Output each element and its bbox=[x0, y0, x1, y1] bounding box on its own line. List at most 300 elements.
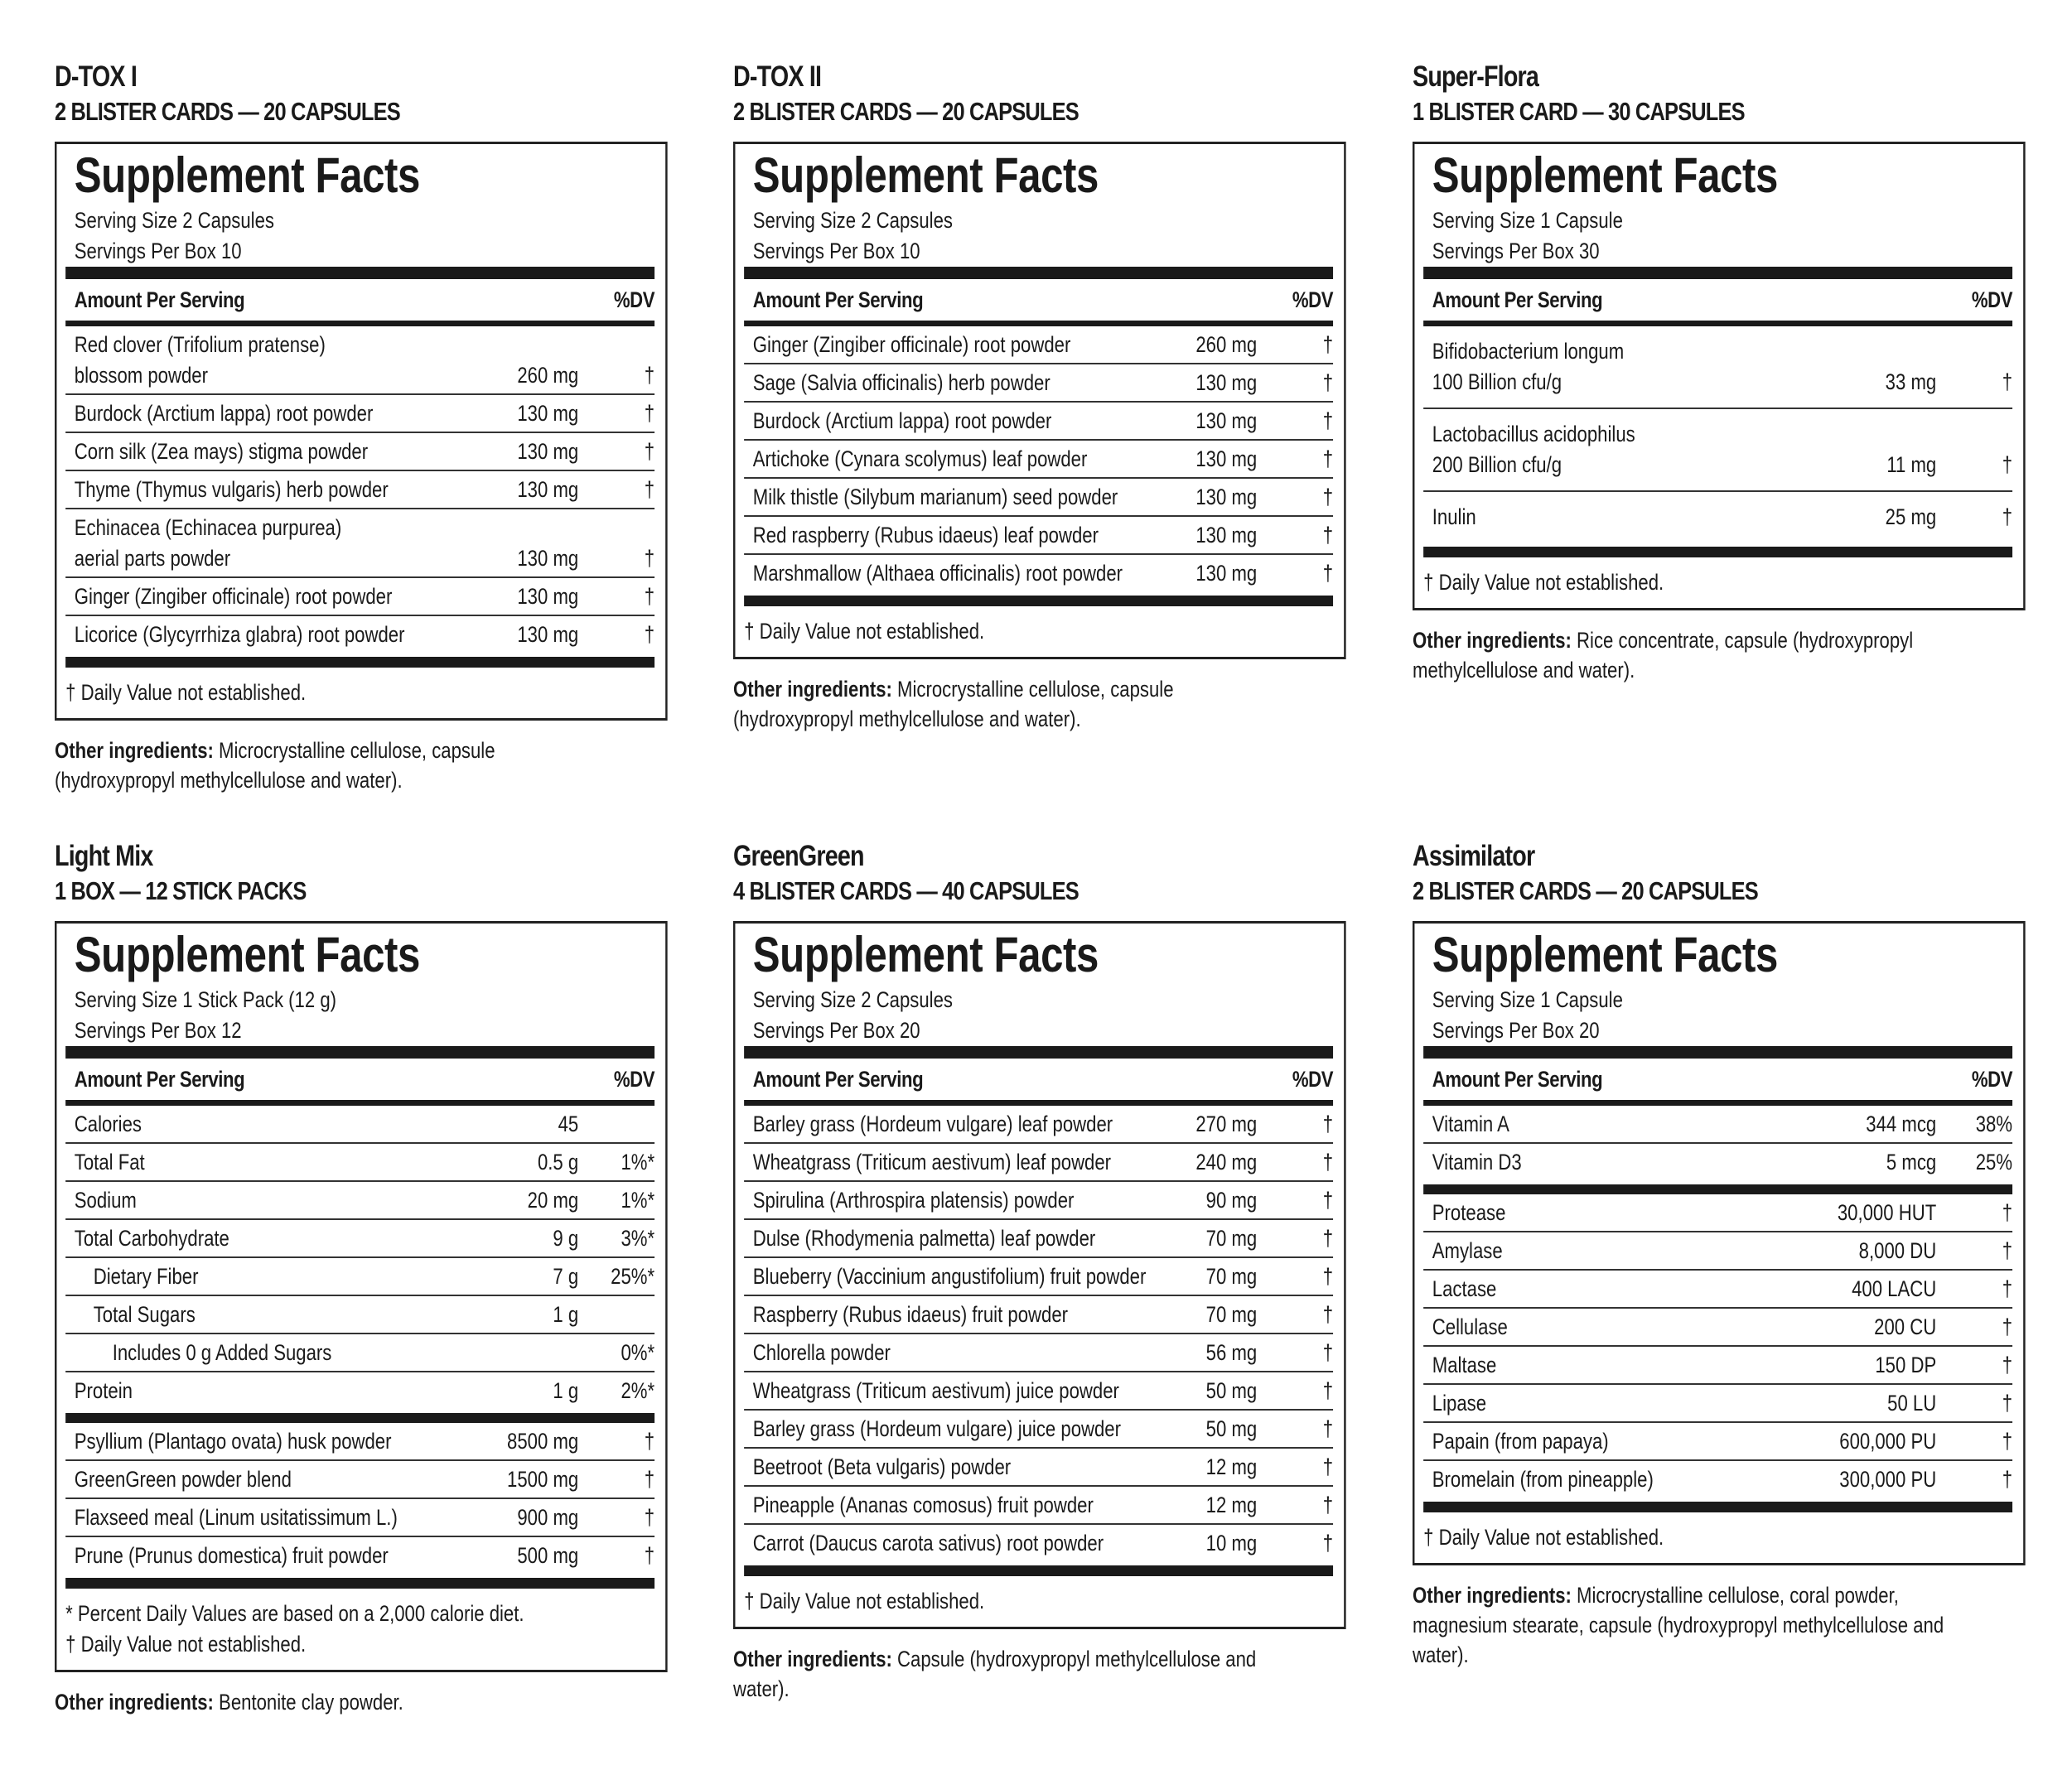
ingredient-name bbox=[753, 1261, 1148, 1292]
ingredient-dv: † bbox=[644, 1505, 655, 1530]
product-title: Super-Flora bbox=[1413, 60, 1539, 93]
ingredient-name-line: Vitamin A bbox=[1432, 1112, 1509, 1136]
ingredient-name-line: Lactobacillus acidophilus bbox=[1432, 422, 1635, 446]
ingredient-amount: 33 mg bbox=[1885, 369, 1937, 394]
ingredient-dv: † bbox=[2002, 504, 2013, 529]
ingredient-amount: 45 bbox=[558, 1112, 579, 1136]
ingredient-name bbox=[753, 1490, 1148, 1521]
ingredient-name-line: Carrot (Daucus carota sativus) root powder bbox=[752, 1531, 1104, 1555]
ingredient-name bbox=[753, 1109, 1148, 1140]
ingredient-name bbox=[75, 398, 470, 429]
ingredient-name-line: Wheatgrass (Triticum aestivum) juice powder bbox=[752, 1378, 1119, 1403]
ingredient-dv: † bbox=[1322, 1531, 1334, 1555]
ingredient-amount: 30,000 HUT bbox=[1837, 1200, 1937, 1225]
supplement-facts-box bbox=[55, 921, 668, 1672]
thick-divider bbox=[65, 1046, 654, 1059]
amount-per-serving-label: Amount Per Serving bbox=[752, 1066, 924, 1092]
other-ingredients-label: Other ingredients: bbox=[55, 738, 214, 763]
other-ingredients-label: Other ingredients: bbox=[1413, 1583, 1572, 1608]
ingredient-name-line: Chlorella powder bbox=[752, 1340, 891, 1365]
supplement-facts-box bbox=[1413, 142, 2026, 610]
ingredient-name-line: Calories bbox=[74, 1112, 142, 1136]
ingredient-amount: 12 mg bbox=[1205, 1493, 1258, 1517]
ingredient-dv: 25%* bbox=[611, 1264, 655, 1289]
ingredient-amount: 8500 mg bbox=[507, 1429, 579, 1454]
ingredient-row bbox=[65, 616, 654, 653]
ingredient-amount: 260 mg bbox=[517, 363, 579, 388]
ingredient-row bbox=[1423, 1144, 2012, 1180]
ingredient-name-line: Burdock (Arctium lappa) root powder bbox=[74, 401, 374, 426]
product-title: Light Mix bbox=[55, 840, 153, 872]
footnotes bbox=[744, 1576, 1333, 1617]
ingredient-amount: 300,000 PU bbox=[1839, 1467, 1937, 1492]
other-ingredients-label: Other ingredients: bbox=[1413, 628, 1572, 653]
ingredient-amount: 50 LU bbox=[1887, 1391, 1937, 1416]
ingredient-name-line: Red raspberry (Rubus idaeus) leaf powder bbox=[752, 523, 1099, 547]
serving-size: Serving Size 1 Capsule bbox=[1432, 987, 1623, 1012]
ingredient-name bbox=[75, 1109, 470, 1140]
ingredient-row bbox=[744, 1487, 1333, 1525]
ingredient-amount: 50 mg bbox=[1205, 1378, 1258, 1403]
other-ingredients-label: Other ingredients: bbox=[55, 1690, 214, 1715]
ingredient-dv: † bbox=[644, 401, 655, 426]
thick-divider bbox=[1423, 1502, 2012, 1512]
ingredient-dv: 25% bbox=[1975, 1150, 2013, 1174]
product-panel bbox=[1413, 60, 2026, 685]
ingredient-dv: † bbox=[644, 363, 655, 388]
footnote: † Daily Value not established. bbox=[65, 680, 307, 705]
supplement-facts-box bbox=[733, 142, 1346, 659]
ingredient-name-line: Burdock (Arctium lappa) root powder bbox=[752, 408, 1052, 433]
ingredient-name bbox=[75, 1541, 470, 1571]
header-divider bbox=[65, 1100, 654, 1106]
ingredient-dv: † bbox=[2002, 1200, 2013, 1225]
ingredient-dv: † bbox=[1322, 523, 1334, 547]
ingredient-dv: 38% bbox=[1975, 1112, 2013, 1136]
ingredient-name bbox=[1432, 1312, 1828, 1343]
ingredient-name bbox=[75, 1426, 470, 1457]
ingredient-name-line: Dulse (Rhodymenia palmetta) leaf powder bbox=[752, 1226, 1096, 1251]
ingredient-name-line: GreenGreen powder blend bbox=[74, 1467, 292, 1492]
supplement-facts-box bbox=[733, 921, 1346, 1629]
ingredient-row bbox=[744, 1106, 1333, 1144]
servings-per-box: Servings Per Box 30 bbox=[1432, 239, 1600, 263]
ingredient-name-line: Ginger (Zingiber officinale) root powder bbox=[752, 332, 1071, 357]
footnotes bbox=[65, 668, 654, 708]
footnote: † Daily Value not established. bbox=[744, 1589, 985, 1613]
ingredient-row bbox=[744, 1334, 1333, 1372]
ingredient-amount: 70 mg bbox=[1205, 1302, 1258, 1327]
ingredient-name-line: Dietary Fiber bbox=[93, 1264, 199, 1289]
ingredient-name-line: Beetroot (Beta vulgaris) powder bbox=[752, 1454, 1012, 1479]
ingredient-amount: 50 mg bbox=[1205, 1416, 1258, 1441]
facts-title: Supplement Facts bbox=[1432, 147, 1778, 203]
header-divider bbox=[1423, 321, 2012, 326]
ingredient-name-line: Echinacea (Echinacea purpurea) bbox=[74, 515, 342, 540]
ingredient-name bbox=[753, 520, 1148, 551]
ingredient-name-line: Sodium bbox=[74, 1188, 137, 1213]
product-title: D-TOX I bbox=[55, 60, 137, 93]
header-divider bbox=[744, 1100, 1333, 1106]
ingredient-row bbox=[744, 1258, 1333, 1296]
ingredient-dv: † bbox=[644, 1429, 655, 1454]
ingredient-name bbox=[1432, 1147, 1828, 1178]
ingredient-dv: † bbox=[1322, 1112, 1334, 1136]
ingredient-name-line: Protease bbox=[1432, 1200, 1506, 1225]
ingredient-name bbox=[753, 1223, 1148, 1254]
ingredient-name-line: Bromelain (from pineapple) bbox=[1432, 1467, 1654, 1492]
ingredient-dv: † bbox=[1322, 1378, 1334, 1403]
ingredient-dv: 1%* bbox=[621, 1150, 655, 1174]
footnotes bbox=[65, 1589, 654, 1660]
product-packaging: 2 BLISTER CARDS — 20 CAPSULES bbox=[733, 97, 1079, 126]
ingredient-name bbox=[75, 1147, 470, 1178]
other-ingredients bbox=[733, 1644, 1277, 1704]
ingredient-dv: † bbox=[2002, 1391, 2013, 1416]
ingredient-row bbox=[1423, 1271, 2012, 1309]
facts-title: Supplement Facts bbox=[74, 147, 420, 203]
ingredient-row bbox=[1423, 1347, 2012, 1385]
ingredient-amount: 1 g bbox=[553, 1378, 579, 1403]
ingredient-amount: 1500 mg bbox=[507, 1467, 579, 1492]
ingredient-name-line: Total Carbohydrate bbox=[74, 1226, 229, 1251]
ingredient-name bbox=[75, 436, 470, 467]
ingredient-row bbox=[65, 1144, 654, 1182]
other-ingredients-text: Bentonite clay powder. bbox=[213, 1690, 403, 1715]
column-header bbox=[744, 1059, 1333, 1100]
ingredient-dv: † bbox=[2002, 1467, 2013, 1492]
ingredient-amount: 500 mg bbox=[517, 1543, 579, 1568]
product-panel bbox=[733, 60, 1346, 734]
servings-per-box: Servings Per Box 20 bbox=[752, 1018, 920, 1043]
product-panel bbox=[55, 60, 668, 795]
ingredient-dv: † bbox=[1322, 1226, 1334, 1251]
footnote: † Daily Value not established. bbox=[1423, 1525, 1664, 1550]
ingredient-dv: † bbox=[1322, 408, 1334, 433]
ingredient-name-line: Amylase bbox=[1432, 1238, 1503, 1263]
footnotes bbox=[1423, 557, 2012, 598]
ingredient-amount: 130 mg bbox=[1195, 523, 1258, 547]
ingredient-dv: † bbox=[1322, 1340, 1334, 1365]
ingredient-name-line: blossom powder bbox=[74, 363, 208, 388]
other-ingredients-text: Microcrystalline cellulose, capsule (hydroxypropyl methylcellulose and water). bbox=[733, 677, 1174, 731]
ingredient-row bbox=[65, 1372, 654, 1409]
product-title: GreenGreen bbox=[733, 840, 864, 872]
ingredient-name-line: Artichoke (Cynara scolymus) leaf powder bbox=[752, 446, 1088, 471]
product-title: D-TOX II bbox=[733, 60, 822, 93]
column-header bbox=[1423, 279, 2012, 321]
ingredient-name bbox=[75, 1185, 470, 1216]
product-packaging: 2 BLISTER CARDS — 20 CAPSULES bbox=[1413, 876, 1758, 905]
ingredient-name bbox=[75, 1376, 470, 1406]
ingredient-name bbox=[1432, 1109, 1828, 1140]
supplement-facts-box bbox=[1413, 921, 2026, 1565]
ingredient-amount: 200 CU bbox=[1874, 1314, 1937, 1339]
ingredient-amount: 70 mg bbox=[1205, 1264, 1258, 1289]
ingredient-dv: 1%* bbox=[621, 1188, 655, 1213]
ingredient-amount: 260 mg bbox=[1195, 332, 1258, 357]
ingredient-dv: † bbox=[1322, 332, 1334, 357]
ingredient-name-line: Thyme (Thymus vulgaris) herb powder bbox=[74, 477, 389, 502]
ingredient-name bbox=[75, 1261, 470, 1292]
ingredient-row bbox=[1423, 326, 2012, 409]
ingredient-name-line: Red clover (Trifolium pratense) bbox=[74, 332, 326, 357]
servings-per-box: Servings Per Box 20 bbox=[1432, 1018, 1600, 1043]
ingredient-amount: 130 mg bbox=[1195, 561, 1258, 586]
ingredient-name bbox=[753, 1185, 1148, 1216]
amount-per-serving-label: Amount Per Serving bbox=[74, 287, 245, 312]
thick-divider bbox=[65, 267, 654, 279]
ingredient-row bbox=[65, 1220, 654, 1258]
column-header bbox=[65, 279, 654, 321]
ingredient-name-line: Papain (from papaya) bbox=[1432, 1429, 1609, 1454]
ingredient-name-line: Marshmallow (Althaea officinalis) root powder bbox=[752, 561, 1123, 586]
ingredient-dv: † bbox=[644, 584, 655, 609]
ingredient-row bbox=[65, 471, 654, 509]
ingredient-name bbox=[75, 1223, 470, 1254]
ingredient-row bbox=[744, 1296, 1333, 1334]
footnote: † Daily Value not established. bbox=[744, 619, 985, 644]
ingredient-name-line: Raspberry (Rubus idaeus) fruit powder bbox=[752, 1302, 1069, 1327]
ingredient-name-line: Maltase bbox=[1432, 1353, 1497, 1377]
ingredient-amount: 1 g bbox=[553, 1302, 579, 1327]
ingredient-dv: † bbox=[1322, 1493, 1334, 1517]
other-ingredients bbox=[55, 1687, 598, 1717]
other-ingredients bbox=[55, 735, 598, 795]
ingredient-amount: 130 mg bbox=[517, 546, 579, 571]
other-ingredients-label: Other ingredients: bbox=[733, 1647, 892, 1671]
ingredient-amount: 400 LACU bbox=[1852, 1276, 1937, 1301]
ingredient-name-line: Flaxseed meal (Linum usitatissimum L.) bbox=[74, 1505, 398, 1530]
ingredient-dv: † bbox=[2002, 369, 2013, 394]
serving-size: Serving Size 1 Stick Pack (12 g) bbox=[74, 987, 337, 1012]
amount-per-serving-label: Amount Per Serving bbox=[1432, 287, 1603, 312]
ingredient-name bbox=[1432, 1388, 1828, 1419]
ingredient-name-line: Includes 0 g Added Sugars bbox=[112, 1340, 332, 1365]
other-ingredients-text: Microcrystalline cellulose, capsule (hydroxypropyl methylcellulose and water). bbox=[55, 738, 495, 793]
ingredient-name bbox=[753, 1147, 1148, 1178]
ingredient-amount: 240 mg bbox=[1195, 1150, 1258, 1174]
ingredient-row bbox=[65, 1258, 654, 1296]
ingredient-row bbox=[744, 1220, 1333, 1258]
product-packaging: 1 BOX — 12 STICK PACKS bbox=[55, 876, 307, 905]
ingredient-name bbox=[753, 330, 1148, 360]
ingredient-name-line: Barley grass (Hordeum vulgare) juice powder bbox=[752, 1416, 1122, 1441]
ingredient-amount: 130 mg bbox=[517, 439, 579, 464]
facts-title: Supplement Facts bbox=[74, 927, 420, 982]
ingredient-name bbox=[753, 482, 1148, 513]
ingredient-dv: † bbox=[1322, 1150, 1334, 1174]
facts-title: Supplement Facts bbox=[752, 147, 1099, 203]
ingredient-amount: 56 mg bbox=[1205, 1340, 1258, 1365]
ingredient-row bbox=[65, 395, 654, 433]
ingredient-name bbox=[75, 475, 470, 505]
ingredient-row bbox=[744, 441, 1333, 479]
ingredient-dv: 2%* bbox=[621, 1378, 655, 1403]
ingredient-amount: 130 mg bbox=[1195, 485, 1258, 509]
thick-divider bbox=[1423, 267, 2012, 279]
footnote: † Daily Value not established. bbox=[65, 1632, 307, 1657]
ingredient-amount: 130 mg bbox=[517, 622, 579, 647]
ingredient-name bbox=[75, 513, 470, 574]
other-ingredients-label: Other ingredients: bbox=[733, 677, 892, 702]
thick-divider bbox=[1423, 1046, 2012, 1059]
ingredient-name bbox=[1432, 1464, 1828, 1495]
ingredient-amount: 10 mg bbox=[1205, 1531, 1258, 1555]
ingredient-dv: † bbox=[644, 439, 655, 464]
ingredient-name-line: Psyllium (Plantago ovata) husk powder bbox=[74, 1429, 392, 1454]
ingredient-amount: 130 mg bbox=[517, 477, 579, 502]
header-divider bbox=[65, 321, 654, 326]
ingredient-name-line: Spirulina (Arthrospira platensis) powder bbox=[752, 1188, 1075, 1213]
product-packaging: 4 BLISTER CARDS — 40 CAPSULES bbox=[733, 876, 1079, 905]
ingredient-row bbox=[1423, 1309, 2012, 1347]
ingredient-name bbox=[753, 406, 1148, 436]
ingredient-amount: 130 mg bbox=[1195, 446, 1258, 471]
servings-per-box: Servings Per Box 10 bbox=[74, 239, 242, 263]
other-ingredients bbox=[1413, 1580, 1956, 1670]
ingredient-name-line: aerial parts powder bbox=[74, 546, 231, 571]
ingredient-amount: 12 mg bbox=[1205, 1454, 1258, 1479]
ingredient-name-line: Ginger (Zingiber officinale) root powder bbox=[74, 584, 393, 609]
ingredient-dv: † bbox=[1322, 1188, 1334, 1213]
ingredient-amount: 8,000 DU bbox=[1858, 1238, 1937, 1263]
ingredient-dv: † bbox=[644, 1543, 655, 1568]
ingredient-row bbox=[1423, 1106, 2012, 1144]
header-divider bbox=[744, 321, 1333, 326]
footnote: * Percent Daily Values are based on a 2,000 calorie diet. bbox=[65, 1601, 524, 1626]
amount-per-serving-label: Amount Per Serving bbox=[74, 1066, 245, 1092]
ingredient-row bbox=[744, 1525, 1333, 1561]
ingredient-row bbox=[744, 1144, 1333, 1182]
ingredient-row bbox=[65, 1296, 654, 1334]
thick-divider bbox=[744, 267, 1333, 279]
ingredient-row bbox=[1423, 409, 2012, 492]
ingredient-dv: † bbox=[1322, 1302, 1334, 1327]
ingredient-name bbox=[753, 368, 1148, 398]
ingredient-name bbox=[1432, 502, 1828, 533]
ingredient-name bbox=[1432, 1274, 1828, 1305]
ingredient-name-line: Lactase bbox=[1432, 1276, 1497, 1301]
amount-per-serving-label: Amount Per Serving bbox=[1432, 1066, 1603, 1092]
ingredient-dv: † bbox=[2002, 1314, 2013, 1339]
ingredient-row bbox=[744, 1449, 1333, 1487]
ingredient-row bbox=[65, 1106, 654, 1144]
ingredient-row bbox=[65, 1537, 654, 1574]
other-ingredients bbox=[733, 674, 1277, 734]
ingredient-row bbox=[1423, 1461, 2012, 1498]
ingredient-amount: 5 mcg bbox=[1886, 1150, 1937, 1174]
ingredient-amount: 130 mg bbox=[517, 401, 579, 426]
ingredient-row bbox=[65, 1334, 654, 1372]
ingredient-amount: 25 mg bbox=[1885, 504, 1937, 529]
thick-divider bbox=[65, 657, 654, 668]
other-ingredients-text: Capsule (hydroxypropyl methylcellulose and water). bbox=[733, 1647, 1257, 1701]
product-packaging: 1 BLISTER CARD — 30 CAPSULES bbox=[1413, 97, 1745, 126]
ingredient-dv: † bbox=[1322, 561, 1334, 586]
ingredient-dv: † bbox=[1322, 485, 1334, 509]
product-panel bbox=[55, 839, 668, 1717]
dv-label: %DV bbox=[613, 287, 655, 312]
ingredient-amount: 9 g bbox=[553, 1226, 579, 1251]
ingredient-row bbox=[65, 326, 654, 395]
footnote: † Daily Value not established. bbox=[1423, 570, 1664, 595]
ingredient-name bbox=[1432, 1236, 1828, 1266]
serving-size: Serving Size 1 Capsule bbox=[1432, 208, 1623, 233]
ingredient-dv: 3%* bbox=[621, 1226, 655, 1251]
ingredient-amount: 130 mg bbox=[517, 584, 579, 609]
ingredient-name-line: Protein bbox=[74, 1378, 133, 1403]
amount-per-serving-label: Amount Per Serving bbox=[752, 287, 924, 312]
dv-label: %DV bbox=[613, 1066, 655, 1092]
ingredient-name bbox=[753, 1414, 1148, 1444]
ingredient-name bbox=[753, 1300, 1148, 1330]
ingredient-dv: † bbox=[644, 1467, 655, 1492]
ingredient-name bbox=[1432, 1350, 1828, 1381]
servings-per-box: Servings Per Box 10 bbox=[752, 239, 920, 263]
ingredient-name-line: Milk thistle (Silybum marianum) seed powder bbox=[752, 485, 1118, 509]
product-panel bbox=[733, 839, 1346, 1704]
ingredient-dv: † bbox=[1322, 370, 1334, 395]
ingredient-amount: 70 mg bbox=[1205, 1226, 1258, 1251]
dv-label: %DV bbox=[1971, 1066, 2013, 1092]
ingredient-dv: † bbox=[2002, 1429, 2013, 1454]
ingredient-row bbox=[744, 517, 1333, 555]
ingredient-name bbox=[753, 444, 1148, 475]
ingredient-row bbox=[744, 326, 1333, 364]
ingredient-name bbox=[75, 1338, 470, 1368]
thick-divider bbox=[744, 596, 1333, 606]
ingredient-name-line: Prune (Prunus domestica) fruit powder bbox=[74, 1543, 389, 1568]
ingredient-name-line: Blueberry (Vaccinium angustifolium) fruit powder bbox=[752, 1264, 1147, 1289]
ingredient-row bbox=[744, 1372, 1333, 1411]
ingredient-dv: † bbox=[2002, 1276, 2013, 1301]
column-header bbox=[744, 279, 1333, 321]
ingredient-name bbox=[753, 1528, 1148, 1559]
ingredient-name bbox=[75, 1502, 470, 1533]
ingredient-name-line: Bifidobacterium longum bbox=[1432, 339, 1625, 364]
ingredient-row bbox=[1423, 1194, 2012, 1232]
ingredient-name bbox=[75, 581, 470, 612]
ingredient-name bbox=[753, 558, 1148, 589]
ingredient-name-line: Total Fat bbox=[74, 1150, 145, 1174]
ingredient-dv: † bbox=[644, 477, 655, 502]
ingredient-name-line: Total Sugars bbox=[93, 1302, 196, 1327]
ingredient-name bbox=[1432, 336, 1828, 398]
ingredient-name-line: Cellulase bbox=[1432, 1314, 1508, 1339]
ingredient-amount: 0.5 g bbox=[537, 1150, 579, 1174]
ingredient-name bbox=[753, 1452, 1148, 1483]
ingredient-amount: 130 mg bbox=[1195, 370, 1258, 395]
ingredient-name bbox=[75, 330, 470, 391]
ingredient-dv: † bbox=[644, 622, 655, 647]
ingredient-amount: 11 mg bbox=[1886, 452, 1937, 477]
ingredient-name bbox=[753, 1376, 1148, 1406]
ingredient-row bbox=[65, 578, 654, 616]
product-panel bbox=[1413, 839, 2026, 1670]
ingredient-name-line: Inulin bbox=[1432, 504, 1476, 529]
thick-divider bbox=[65, 1578, 654, 1589]
serving-size: Serving Size 2 Capsules bbox=[74, 208, 274, 233]
ingredient-amount: 130 mg bbox=[1195, 408, 1258, 433]
ingredient-name-line: Pineapple (Ananas comosus) fruit powder bbox=[752, 1493, 1094, 1517]
other-ingredients bbox=[1413, 625, 1956, 685]
ingredient-row bbox=[65, 1461, 654, 1499]
ingredient-row bbox=[65, 1499, 654, 1537]
header-divider bbox=[1423, 1100, 2012, 1106]
ingredient-name-line: Corn silk (Zea mays) stigma powder bbox=[74, 439, 369, 464]
ingredient-dv: † bbox=[1322, 1416, 1334, 1441]
